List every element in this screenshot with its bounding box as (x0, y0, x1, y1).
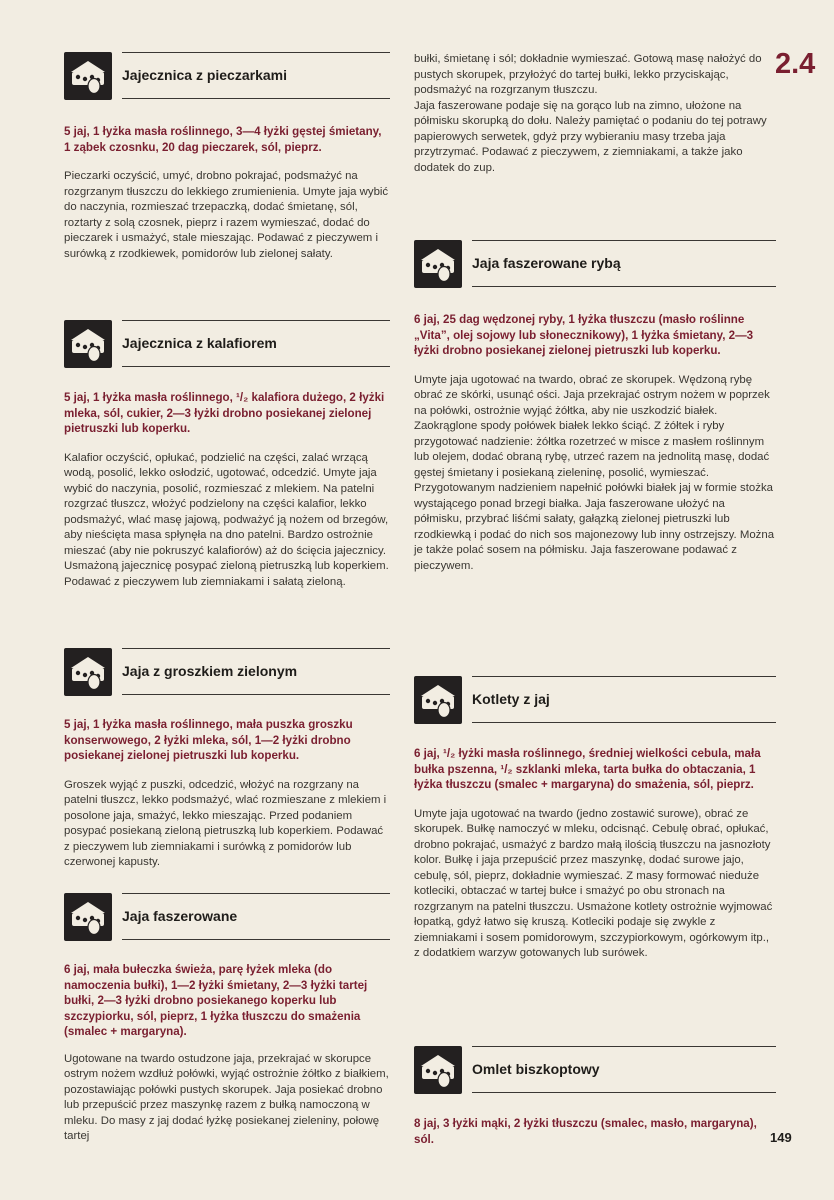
header-rule-bottom (472, 286, 776, 287)
header-rule-bottom (122, 939, 390, 940)
recipe-header (64, 320, 390, 372)
header-rule-bottom (122, 366, 390, 367)
eggs-basket-icon (414, 676, 462, 724)
header-rule-top (472, 676, 776, 677)
recipe-instructions: Groszek wyjąć z puszki, odcedzić, włożyć na rozgrzany na patelni tłuszcz, lekko podsmażyć, wlać rozmieszane z mlekiem i posolone jaja, smażyć, lekko mieszając. Przed podaniem posypać posiekaną zieloną pietruszką lub koperkiem. Podawać z pieczywem lub ziemniakami i surówką z pomidorów lub czerwonej kapusty. (64, 778, 387, 868)
recipe-jajecznica-z-kalafiorem (64, 320, 390, 590)
recipe-omlet-biszkoptowy (414, 1046, 776, 1147)
recipe-jaja-faszerowane (64, 893, 390, 1145)
header-rule-top (472, 240, 776, 241)
header-rule-top (122, 52, 390, 53)
recipe-header (414, 240, 776, 292)
recipe-ingredients: 5 jaj, 1 łyżka masła roślinnego, mała puszka groszku konserwowego, 2 łyżki mleka, sól, 1—2 łyżki drobno posiekanej zielonej pietruszki lub koperku. (64, 718, 353, 762)
recipe-instructions: Ugotowane na twardo ostudzone jaja, przekrajać w skorupce ostrym nożem wzdłuż połówki, wyjąć ostrożnie żółtko z białkiem, pozostawiając połówki pustych skorupek. Jaja posiekać drobno lub przepuścić przez maszynkę razem z bułką namoczoną w mleku. Do masy z jaj dodać łyżkę posiekanej zieleniny, połowę tartej (64, 1052, 389, 1142)
recipe-title: Jajecznica z kalafiorem (122, 335, 277, 351)
recipe-header (64, 52, 390, 104)
header-rule-top (472, 1046, 776, 1047)
recipe-title: Jaja faszerowane rybą (472, 255, 621, 271)
header-rule-bottom (122, 694, 390, 695)
recipe-continuation (414, 52, 776, 176)
recipe-kotlety-z-jaj (414, 676, 776, 962)
recipe-ingredients: 5 jaj, 1 łyżka masła roślinnego, ¹/₂ kalafiora dużego, 2 łyżki mleka, sól, cukier, 2—3 łyżki drobno posiekanej zielonej pietruszki lub koperku. (64, 391, 385, 435)
recipe-header (414, 1046, 776, 1098)
recipe-header (64, 648, 390, 700)
recipe-ingredients: 6 jaj, 25 dag wędzonej ryby, 1 łyżka tłuszczu (masło roślinne „Vita”, olej sojowy lub słonecznikowy), 1 łyżka śmietany, 2—3 łyżki drobno posiekanej zielonej pietruszki lub koperku. (414, 313, 754, 357)
recipe-jaja-faszerowane-ryba (414, 240, 776, 574)
recipe-instructions: Kalafior oczyścić, opłukać, podzielić na części, zalać wrzącą wodą, posolić, lekko osłodzić, ugotować, odcedzić. Umyte jaja wybić do naczynia, posolić, rozmieszać z mlekiem. Na patelni rozgrzać tłuszcz, włożyć podzielony na części kalafior, lekko podsmażyć, wlać masę jajową, podważyć ją nożem od brzegów, aby nieścięta masa spłynęła na dno patelni. Bardzo ostrożnie mieszać (aby nie pokruszyć kalafiorów) aż do ścięcia jajecznicy. Usmażoną jajecznicę posypać zieloną pietruszką lub koperkiem. Podawać z pieczywem lub ziemniakami i sałatą zieloną. (64, 451, 389, 588)
header-rule-top (122, 893, 390, 894)
recipe-instructions: Umyte jaja ugotować na twardo, obrać ze skorupek. Wędzoną rybę obrać ze skórki, usunąć ości. Jaja przekrajać ostrym nożem w poprzek na połówki, ostrożnie wyjąć żółtka, aby nie uszkodzić białek. Zaokrąglone spody połówek białek lekko ściąć. Z żółtek i ryby przygotować nadzienie: żółtka rozetrzeć w misce z masłem roślinnym lub olejem, dodać obraną rybę, utrzeć razem na jednolitą masę, dodać gęstej śmietany i posiekaną zieleninę, posolić, wymieszać. Przygotowanym nadzieniem napełnić połówki białek jaj w formie stożka wystającego ponad brzegi białka. Jaja faszerowane ułożyć na półmisku, przybrać liśćmi sałaty, gałązką zielonej pietruszki lub rzodkiewką i podać do nich sos majonezowy lub inny ostrzejszy. Można je także polać sosem na półmisku. Jaja faszerowane podawać z pieczywem. (414, 373, 775, 572)
recipe-title: Kotlety z jaj (472, 691, 550, 707)
recipe-title: Jaja faszerowane (122, 908, 238, 924)
recipe-jaja-z-groszkiem-zielonym (64, 648, 390, 871)
header-rule-bottom (472, 722, 776, 723)
header-rule-bottom (472, 1092, 776, 1093)
recipe-title: Jajecznica z pieczarkami (122, 67, 287, 83)
recipe-title: Omlet biszkoptowy (472, 1061, 600, 1077)
continuation-text: bułki, śmietanę i sól; dokładnie wymieszać. Gotową masę nałożyć do pustych skorupek, przyłożyć do tartej bułki, lekko przyciskając, podsmażyć na rozgrzanym tłuszczu. Jaja faszerowane podaje się na gorąco lub na zimno, ułożone na półmisku skorupką do dołu. Należy pamiętać o podaniu do tej potrawy papierowych serwetek, gdyż przy wybieraniu masy trzeba jaja przytrzymać. Podawać z pieczywem, z ziemniakami, a także jako dodatek do zup. (414, 53, 767, 174)
page-number: 149 (770, 1130, 792, 1145)
header-rule-top (122, 320, 390, 321)
recipe-ingredients: 6 jaj, ¹/₂ łyżki masła roślinnego, średniej wielkości cebula, mała bułka pszenna, ¹/₂ szklanki mleka, tarta bułka do obtaczania, 1 łyżka tłuszczu (smalec + margaryna) do smażenia, sól, pieprz. (414, 747, 761, 791)
eggs-basket-icon (414, 1046, 462, 1094)
recipe-ingredients: 5 jaj, 1 łyżka masła roślinnego, 3—4 łyżki gęstej śmietany, 1 ząbek czosnku, 20 dag pieczarek, sól, pieprz. (64, 125, 382, 154)
eggs-basket-icon (414, 240, 462, 288)
recipe-jajecznica-z-pieczarkami (64, 52, 390, 262)
eggs-basket-icon (64, 52, 112, 100)
recipe-header (414, 676, 776, 728)
recipe-ingredients: 6 jaj, mała bułeczka świeża, parę łyżek mleka (do namoczenia bułki), 1—2 łyżki śmietany, 2—3 łyżki tartej bułki, 2—3 łyżki drobno posiekanego koperku lub szczypiorku, sól, pieprz, 1 łyżka tłuszczu do smażenia (smalec + margaryna). (64, 963, 368, 1038)
recipe-instructions: Umyte jaja ugotować na twardo (jedno zostawić surowe), obrać ze skorupek. Bułkę namoczyć w mleku, odcisnąć. Cebulę obrać, opłukać, drobno pokrajać, usmażyć z bardzo małą ilością tłuszczu na jasnozłoty kolor. Bułkę i jaja przepuścić przez maszynkę, dodać surowe jajo, cebulę, sól, pieprz, dokładnie wymieszać. Z masy formować nieduże kotleciki, obtaczać w tartej bułce i smażyć po obu stronach na rozgrzanym na patelni tłuszczu. Usmażone kotlety ostrożnie wyjmować łopatką, gdyż łatwo się kruszą. Kotleciki podaje się zwykle z ziemniakami i sosem pomidorowym, szczypiorkowym, ogórkowym itp., z dodatkiem warzyw gotowanych lub surówek. (414, 807, 773, 959)
eggs-basket-icon (64, 320, 112, 368)
recipe-title: Jaja z groszkiem zielonym (122, 663, 298, 679)
recipe-header (64, 893, 390, 945)
header-rule-top (122, 648, 390, 649)
eggs-basket-icon (64, 648, 112, 696)
recipe-instructions: Pieczarki oczyścić, umyć, drobno pokrajać, podsmażyć na rozgrzanym tłuszczu do lekkiego zrumienienia. Umyte jaja wybić do naczynia, rozmieszać trzepaczką, dodać śmietanę, sól, roztarty z solą czosnek, pieprz i razem wymieszać, dodać do pieczarek i usmażyć, stale mieszając. Podawać z pieczywem i surówką z rzodkiewek, pomidorów lub zielonej sałaty. (64, 170, 389, 260)
chapter-number: 2.4 (775, 48, 816, 80)
header-rule-bottom (122, 98, 390, 99)
eggs-basket-icon (64, 893, 112, 941)
recipe-ingredients: 8 jaj, 3 łyżki mąki, 2 łyżki tłuszczu (smalec, masło, margaryna), sól. (414, 1117, 757, 1146)
